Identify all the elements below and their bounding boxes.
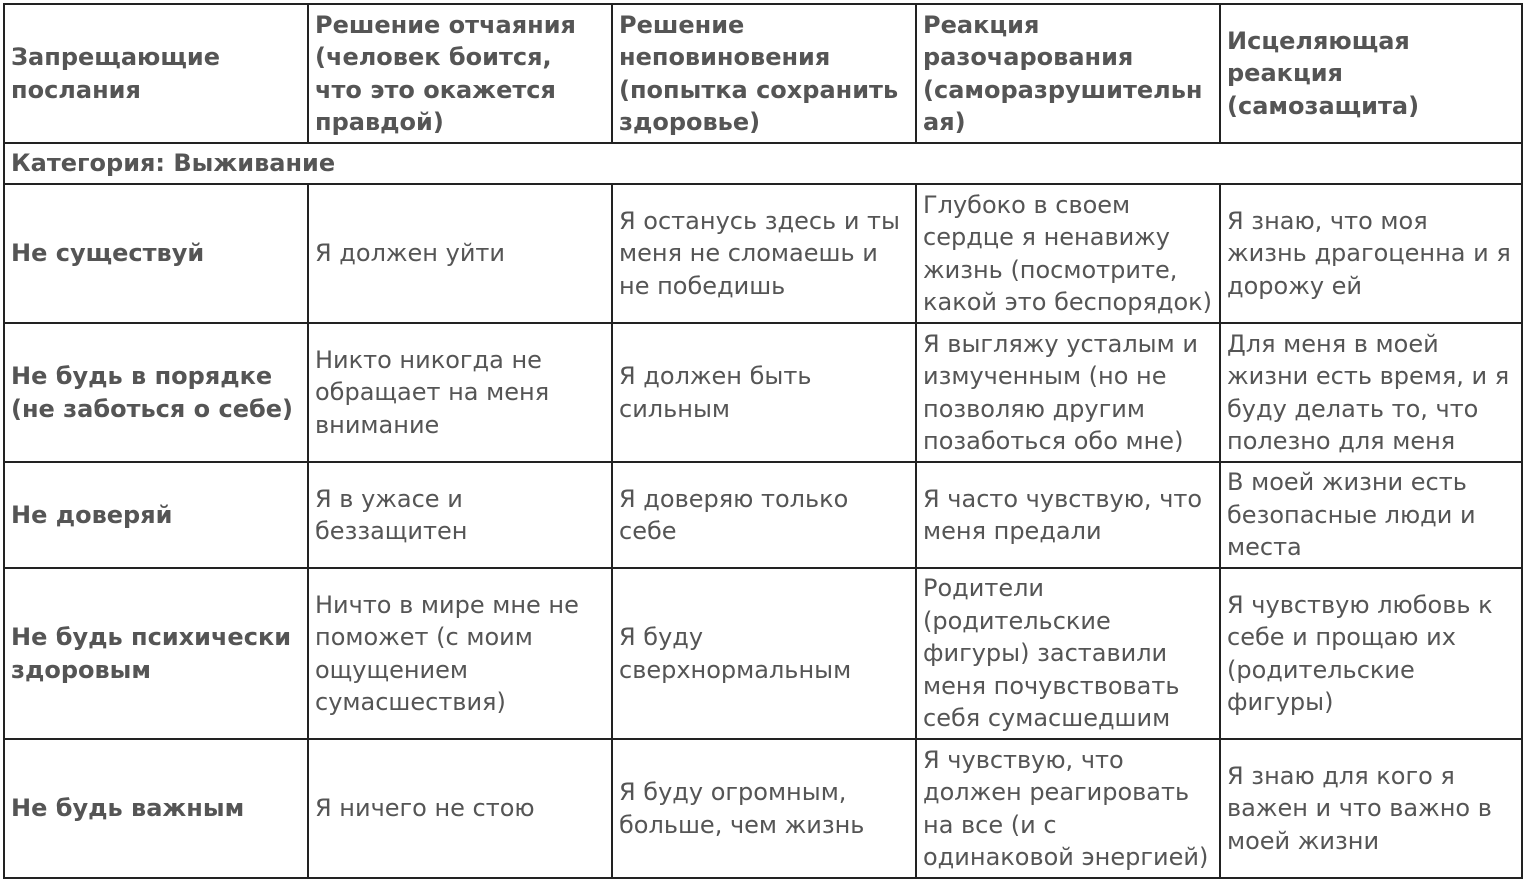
table-row (4, 462, 1522, 568)
table-cell: Я знаю, что моя жизнь драгоценна и я дорожу ей (1220, 184, 1522, 323)
table-cell: Я должен уйти (308, 184, 612, 323)
table-cell: Я доверяю только себе (612, 462, 916, 568)
table-cell: Я должен быть сильным (612, 323, 916, 462)
table-cell: Для меня в моей жизни есть время, и я буду делать то, что полезно для меня (1220, 323, 1522, 462)
injunction-cell: Не доверяй (4, 462, 308, 568)
table-cell: Глубоко в своем сердце я ненавижу жизнь (посмотрите, какой это беспорядок) (916, 184, 1220, 323)
table-cell: Родители (родительские фигуры) заставили меня почувствовать себя сумасшедшим (916, 568, 1220, 739)
injunction-cell: Не будь важным (4, 739, 308, 878)
header-cell-disappointment-reaction: Реакция разочарования (саморазрушительная) (916, 4, 1220, 143)
table-row (4, 568, 1522, 739)
table-header-row (4, 4, 1522, 143)
table-cell: Никто никогда не обращает на меня внимание (308, 323, 612, 462)
table-row (4, 184, 1522, 323)
table-cell: Я в ужасе и беззащитен (308, 462, 612, 568)
category-label: Категория: Выживание (4, 143, 1522, 184)
table-row (4, 323, 1522, 462)
header-cell-healing-reaction: Исцеляющая реакция (самозащита) (1220, 4, 1522, 143)
table-cell: Я буду сверхнормальным (612, 568, 916, 739)
injunction-cell: Не существуй (4, 184, 308, 323)
category-row (4, 143, 1522, 184)
table-cell: Я чувствую, что должен реагировать на все (и с одинаковой энергией) (916, 739, 1220, 878)
header-cell-injunctions: Запрещающие послания (4, 4, 308, 143)
injunctions-table-container (3, 3, 1521, 879)
table-cell: Ничто в мире мне не поможет (с моим ощущением сумасшествия) (308, 568, 612, 739)
injunctions-table (3, 3, 1523, 879)
header-cell-despair-decision: Решение отчаяния (человек боится, что это окажется правдой) (308, 4, 612, 143)
table-cell: Я останусь здесь и ты меня не сломаешь и не победишь (612, 184, 916, 323)
table-cell: Я чувствую любовь к себе и прощаю их (родительские фигуры) (1220, 568, 1522, 739)
header-cell-defiance-decision: Решение неповиновения (попытка сохранить здоровье) (612, 4, 916, 143)
table-cell: Я знаю для кого я важен и что важно в моей жизни (1220, 739, 1522, 878)
table-cell: Я выгляжу усталым и измученным (но не позволяю другим позаботься обо мне) (916, 323, 1220, 462)
table-cell: В моей жизни есть безопасные люди и места (1220, 462, 1522, 568)
table-cell: Я часто чувствую, что меня предали (916, 462, 1220, 568)
table-cell: Я ничего не стою (308, 739, 612, 878)
table-cell: Я буду огромным, больше, чем жизнь (612, 739, 916, 878)
table-row (4, 739, 1522, 878)
injunction-cell: Не будь психически здоровым (4, 568, 308, 739)
injunction-cell: Не будь в порядке (не заботься о себе) (4, 323, 308, 462)
